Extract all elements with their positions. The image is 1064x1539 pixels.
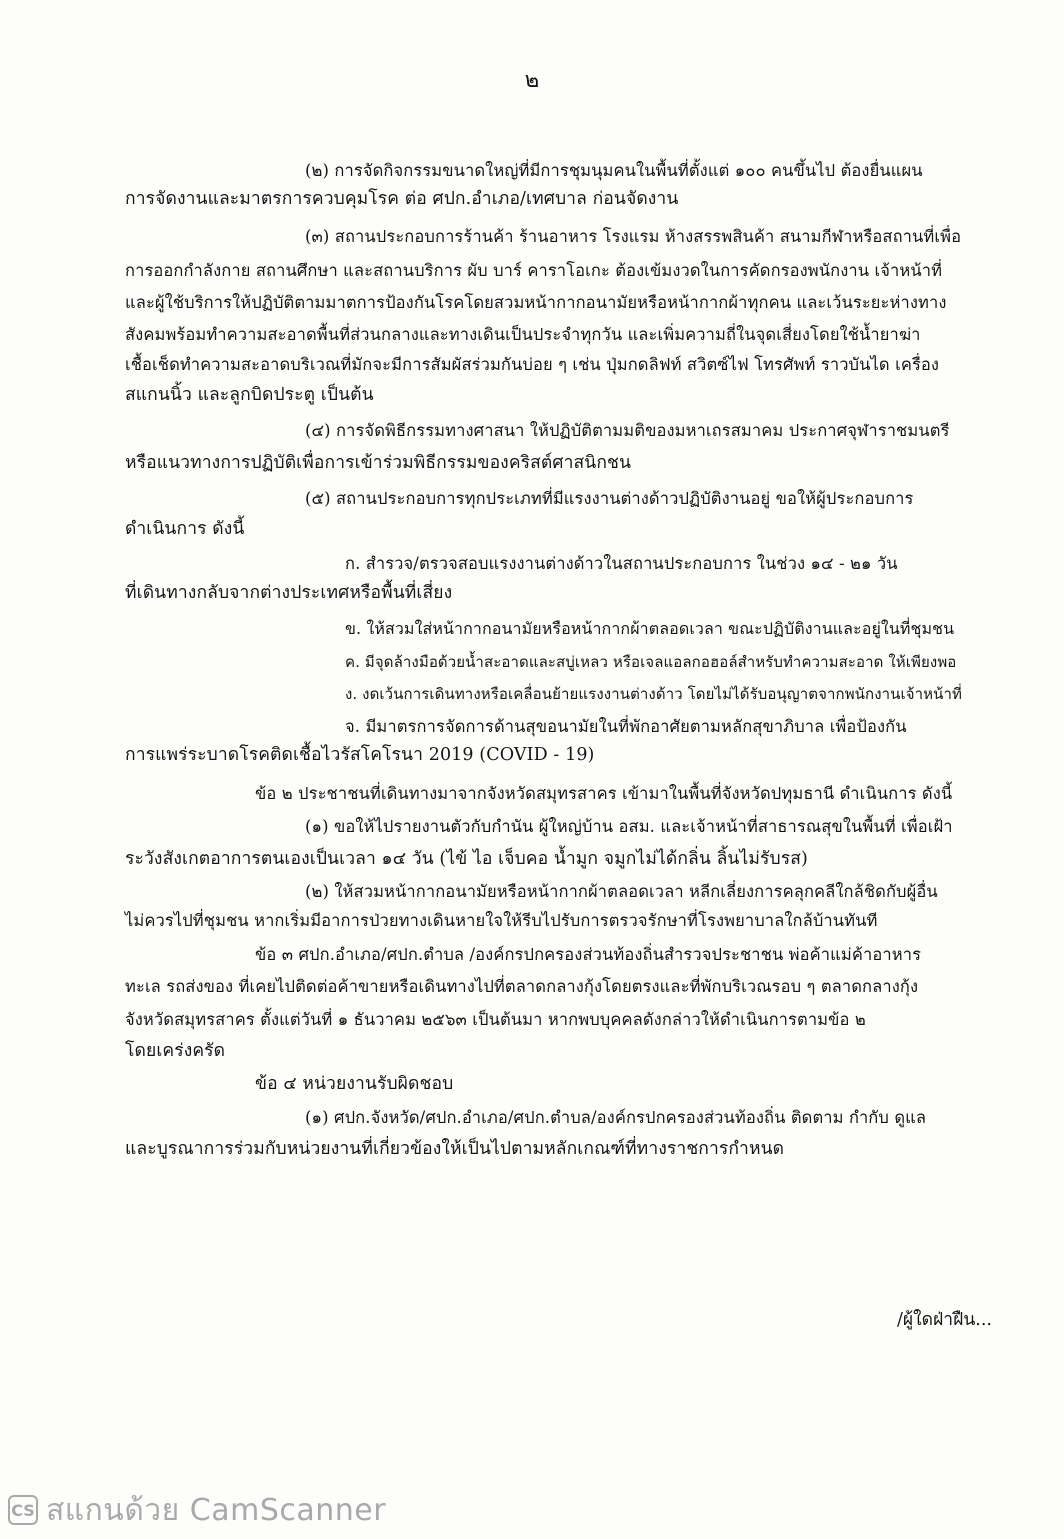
paragraph-line: (๑) ศปก.จังหวัด/ศปก.อำเภอ/ศปก.ตำบล/องค์กรปกครองส่วนท้องถิ่น ติดตาม กำกับ ดูแล xyxy=(305,1108,927,1127)
paragraph-line: (๓) สถานประกอบการร้านค้า ร้านอาหาร โรงแรม ห้างสรรพสินค้า สนามกีฬาหรือสถานที่เพื่อ xyxy=(305,227,962,246)
paragraph-line: (๕) สถานประกอบการทุกประเภทที่มีแรงงานต่างด้าวปฏิบัติงานอยู่ ขอให้ผู้ประกอบการ xyxy=(305,489,914,508)
paragraph-line: ไม่ควรไปที่ชุมชน หากเริ่มมีอาการป่วยทางเดินหายใจให้รีบไปรับการตรวจรักษาที่โรงพยาบาลใกล้บ้านทันที xyxy=(125,911,878,930)
paragraph-line: และบูรณาการร่วมกับหน่วยงานที่เกี่ยวข้องให้เป็นไปตามหลักเกณฑ์ที่ทางราชการกำหนด xyxy=(125,1139,785,1159)
paragraph-line: ดำเนินการ ดังนี้ xyxy=(125,519,245,539)
paragraph-line: (๒) การจัดกิจกรรมขนาดใหญ่ที่มีการชุมนุมคนในพื้นที่ตั้งแต่ ๑๐๐ คนขึ้นไป ต้องยื่นแผน xyxy=(305,161,923,180)
paragraph-line: การแพร่ระบาดโรคติดเชื้อไวรัสโคโรนา 2019 (COVID - 19) xyxy=(125,745,595,765)
paragraph-line: ข. ให้สวมใส่หน้ากากอนามัยหรือหน้ากากผ้าตลอดเวลา ขณะปฏิบัติงานและอยู่ในที่ชุมชน xyxy=(345,619,955,638)
paragraph-line: ข้อ ๓ ศปก.อำเภอ/ศปก.ตำบล /องค์กรปกครองส่วนท้องถิ่นสำรวจประชาชน พ่อค้าแม่ค้าอาหาร xyxy=(255,945,922,964)
paragraph-line: เชื้อเช็ดทำความสะอาดบริเวณที่มักจะมีการสัมผัสร่วมกันบ่อย ๆ เช่น ปุ่มกดลิฟท์ สวิตซ์ไฟ โทรศัพท์ ราวบันได เครื่อง xyxy=(125,355,940,374)
paragraph-line: โดยเคร่งครัด xyxy=(125,1041,226,1061)
page-number: ๒ xyxy=(524,68,540,93)
paragraph-line: ที่เดินทางกลับจากต่างประเทศหรือพื้นที่เสี่ยง xyxy=(125,583,453,603)
continuation-note: /ผู้ใดฝ่าฝืน... xyxy=(896,1310,992,1330)
paragraph-line: ระวังสังเกตอาการตนเองเป็นเวลา ๑๔ วัน (ไข้ ไอ เจ็บคอ น้ำมูก จมูกไม่ได้กลิ่น ลิ้นไม่รับรส) xyxy=(125,849,808,869)
watermark-text: สแกนด้วย CamScanner xyxy=(46,1492,387,1528)
paragraph-line: ข้อ ๒ ประชาชนที่เดินทางมาจากจังหวัดสมุทรสาคร เข้ามาในพื้นที่จังหวัดปทุมธานี ดำเนินการ ดังนี้ xyxy=(255,784,953,803)
paragraph-line: สังคมพร้อมทำความสะอาดพื้นที่ส่วนกลางและทางเดินเป็นประจำทุกวัน และเพิ่มความถี่ในจุดเสี่ยงโดยใช้น้ำยาฆ่า xyxy=(125,325,921,344)
paragraph-line: (๒) ให้สวมหน้ากากอนามัยหรือหน้ากากผ้าตลอดเวลา หลีกเลี่ยงการคลุกคลีใกล้ชิดกับผู้อื่น xyxy=(305,882,938,901)
paragraph-line: จังหวัดสมุทรสาคร ตั้งแต่วันที่ ๑ ธันวาคม ๒๕๖๓ เป็นต้นมา หากพบบุคคลดังกล่าวให้ดำเนินการตามข้อ ๒ xyxy=(125,1010,866,1029)
paragraph-line: (๔) การจัดพิธีกรรมทางศาสนา ให้ปฏิบัติตามมติของมหาเถรสมาคม ประกาศจุฬาราชมนตรี xyxy=(305,421,950,440)
paragraph-line: การออกกำลังกาย สถานศึกษา และสถานบริการ ผับ บาร์ คาราโอเกะ ต้องเข้มงวดในการคัดกรองพนักงาน เจ้าหน้าที่ xyxy=(125,261,943,280)
paragraph-line: ง. งดเว้นการเดินทางหรือเคลื่อนย้ายแรงงานต่างด้าว โดยไม่ได้รับอนุญาตจากพนักงานเจ้าหน้าที่ xyxy=(345,685,963,703)
paragraph-line: ก. สำรวจ/ตรวจสอบแรงงานต่างด้าวในสถานประกอบการ ในช่วง ๑๔ - ๒๑ วัน xyxy=(345,554,898,573)
camscanner-logo-icon: CS xyxy=(8,1495,38,1525)
camscanner-watermark xyxy=(8,1490,386,1530)
paragraph-line: ค. มีจุดล้างมือด้วยน้ำสะอาดและสบู่เหลว หรือเจลแอลกอฮอล์สำหรับทำความสะอาด ให้เพียงพอ xyxy=(345,653,957,671)
paragraph-line: สแกนนิ้ว และลูกบิดประตู เป็นต้น xyxy=(125,385,374,405)
paragraph-line: หรือแนวทางการปฏิบัติเพื่อการเข้าร่วมพิธีกรรมของคริสต์ศาสนิกชน xyxy=(125,453,632,473)
paragraph-line: ทะเล รถส่งของ ที่เคยไปติดต่อค้าขายหรือเดินทางไปที่ตลาดกลางกุ้งโดยตรงและที่พักบริเวณรอบ ๆ ตลาดกลางกุ้ง xyxy=(125,977,919,996)
paragraph-line: การจัดงานและมาตรการควบคุมโรค ต่อ ศปก.อำเภอ/เทศบาล ก่อนจัดงาน xyxy=(125,189,679,209)
paragraph-line: จ. มีมาตรการจัดการด้านสุขอนามัยในที่พักอาศัยตามหลักสุขาภิบาล เพื่อป้องกัน xyxy=(345,717,907,736)
paragraph-line: และผู้ใช้บริการให้ปฏิบัติตามมาตการป้องกันโรคโดยสวมหน้ากากอนามัยหรือหน้ากากผ้าทุกคน และเว้นระยะห่างทาง xyxy=(125,293,947,312)
paragraph-line: ข้อ ๔ หน่วยงานรับผิดชอบ xyxy=(255,1074,454,1094)
paragraph-line: (๑) ขอให้ไปรายงานตัวกับกำนัน ผู้ใหญ่บ้าน อสม. และเจ้าหน้าที่สาธารณสุขในพื้นที่ เพื่อเฝ้า xyxy=(305,817,953,836)
